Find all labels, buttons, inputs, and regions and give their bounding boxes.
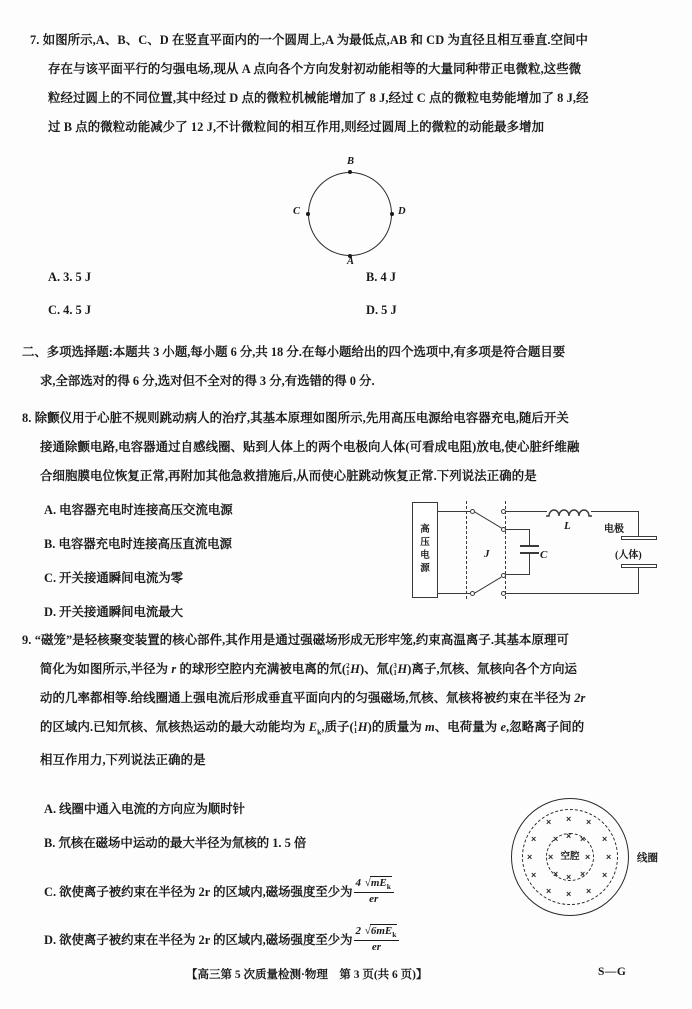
question-8-number: 8. — [22, 411, 32, 425]
option-d-text: 开关接通瞬间电流最大 — [59, 605, 184, 619]
cavity-label: 空腔 — [560, 852, 580, 862]
switch-bottom-arm — [474, 577, 502, 595]
human-body-label: (人体) — [615, 550, 642, 561]
field-x-icon: × — [566, 872, 572, 882]
question-9-option-d[interactable] — [44, 924, 400, 953]
question-9-magnetic-cage-figure — [505, 795, 690, 945]
question-7-option-b[interactable] — [366, 268, 396, 286]
field-x-icon: × — [585, 852, 591, 862]
circle-outline — [308, 172, 392, 256]
relay-boundary-right — [505, 501, 506, 599]
tritium-isotope-notation — [393, 655, 407, 684]
question-9-line-3: 动的几率都相等.给线圈通上强电流后形成垂直平面向内的匀强磁场,氘核、氚核将被约束在半径为 2r — [40, 691, 586, 705]
field-x-icon: × — [553, 834, 559, 844]
question-7-option-a[interactable] — [48, 268, 91, 286]
electrode-plate-upper — [621, 536, 657, 540]
question-9-option-a[interactable] — [44, 800, 245, 818]
switch-top-arm — [474, 511, 502, 529]
field-x-icon: × — [546, 817, 552, 827]
option-a-text: 3. 5 J — [63, 270, 92, 284]
section-2-heading-line-1: 二、多项选择题:本题共 3 小题,每小题 6 分,共 18 分.在每小题给出的四个选项中,有多项是符合题目要 — [22, 345, 566, 359]
question-8-circuit-figure — [410, 498, 688, 602]
option-c-text: 4. 5 J — [63, 303, 92, 317]
question-8-line-2: 接通除颤电路,电容器通过自感线圈、贴到人体上的两个电极向人体(可看成电阻)放电,使心脏纤维融 — [40, 440, 580, 454]
question-8-line-1 — [22, 404, 668, 433]
deuterium-name: 氘 — [329, 662, 342, 676]
option-b-label: B. — [44, 537, 56, 551]
field-x-icon: × — [566, 889, 572, 899]
option-a-label: A. — [44, 503, 57, 517]
electrode-label: 电极 — [604, 524, 624, 535]
relay-boundary-left — [466, 501, 467, 599]
option-a-text: 电容器充电时连接高压交流电源 — [59, 503, 233, 517]
tritium-atomic-number: 1 — [393, 669, 397, 678]
field-x-icon: × — [531, 870, 537, 880]
coil-label: 线圈 — [637, 853, 658, 864]
question-8-body — [22, 404, 668, 491]
field-x-icon: × — [553, 869, 559, 879]
point-b-label: B — [347, 156, 355, 167]
field-x-icon: × — [527, 852, 533, 862]
question-7-text-1: 如图所示,A、B、C、D 在竖直平面内的一个圆周上,A 为最低点,AB 和 CD 为直径且相互垂直.空间中 — [42, 33, 589, 47]
question-7-line-1 — [30, 26, 666, 55]
option-d-text: 欲使离子被约束在半径为 2r 的区域内,磁场强度至少为 — [59, 933, 353, 947]
question-8-option-d[interactable] — [44, 603, 183, 621]
question-7-body — [30, 26, 666, 142]
question-8-option-c[interactable] — [44, 569, 183, 587]
mass-symbol: m — [425, 720, 435, 734]
field-x-icon: × — [580, 869, 586, 879]
option-c-denominator: er — [369, 892, 379, 905]
question-7-line-2: 存在与该平面平行的匀强电场,现从 A 点向各个方向发射初动能相等的大量同种带正电微粒,这些微 — [48, 62, 582, 76]
inductor-label: L — [564, 520, 571, 532]
option-d-denominator: er — [371, 940, 382, 953]
option-c-formula — [354, 876, 394, 905]
point-d-dot — [390, 212, 394, 216]
section-2-heading-line-2: 求,全部选对的得 6 分,选对但不全对的得 3 分,有选错的得 0 分. — [40, 374, 375, 388]
point-c-dot — [306, 212, 310, 216]
question-9-line-2: 简化为如图所示,半径为 r 的球形空腔内充满被电离的氘( 2 1 H)、氚( 3 1 H)离子,氘核、氚核向各个方向运 — [22, 655, 668, 684]
field-x-icon: × — [586, 886, 592, 896]
wire-bottom-return — [506, 593, 639, 594]
deuterium-element: H — [350, 662, 360, 676]
field-x-icon: × — [566, 831, 572, 841]
option-a-text: 线圈中通入电流的方向应为顺时针 — [59, 802, 246, 816]
proton-element: H — [357, 720, 368, 734]
high-voltage-supply-box — [412, 502, 438, 598]
option-b-label: B. — [44, 836, 56, 850]
option-d-text: 5 J — [381, 303, 397, 317]
deuterium-isotope-notation — [346, 655, 360, 684]
proton-atomic-number: 1 — [353, 727, 358, 736]
field-x-icon: × — [546, 886, 552, 896]
question-7-line-4: 过 B 点的微粒动能减少了 12 J,不计微粒间的相互作用,则经过圆周上的微粒的动能最多增加 — [48, 120, 545, 134]
capacitor-label: C — [540, 549, 548, 561]
question-8-text-1: 除颤仪用于心脏不规则跳动病人的治疗,其基本原理如图所示,先用高压电源给电容器充电,随后开关 — [34, 411, 569, 425]
field-x-icon: × — [531, 834, 537, 844]
deuterium-atomic-number: 1 — [346, 669, 350, 678]
field-x-icon: × — [602, 834, 608, 844]
field-x-icon: × — [606, 852, 612, 862]
question-9-body — [22, 626, 668, 775]
question-7-line-3: 粒经过圆上的不同位置,其中经过 D 点的微粒机械能增加了 8 J,经过 C 点的微粒电势能增加了 8 J,经 — [48, 91, 589, 105]
option-c-text: 开关接通瞬间电流为零 — [59, 571, 184, 585]
section-2-heading — [22, 338, 670, 396]
question-9-option-b[interactable] — [44, 834, 306, 852]
question-7-number: 7. — [30, 33, 40, 47]
question-9-line-1 — [22, 626, 668, 655]
tritium-mass-number: 3 — [393, 662, 397, 671]
point-b-dot — [348, 170, 352, 174]
wire-electrode-bottom-down — [638, 567, 639, 594]
psu-char-4: 源 — [420, 564, 430, 574]
question-7-option-d[interactable] — [366, 301, 397, 319]
field-x-icon: × — [602, 870, 608, 880]
option-c-label: C. — [44, 571, 57, 585]
question-8-line-3: 合细胞膜电位恢复正常,再附加其他急救措施后,从而使心脏跳动恢复正常.下列说法正确的是 — [40, 469, 537, 483]
point-c-label: C — [293, 206, 301, 217]
option-b-text: 4 J — [380, 270, 396, 284]
question-9-line-5: 相互作用力,下列说法正确的是 — [40, 753, 206, 768]
point-d-label: D — [398, 206, 406, 217]
tritium-element: H — [397, 662, 408, 676]
question-7-circle-figure — [290, 156, 410, 267]
psu-char-3: 电 — [420, 551, 430, 561]
field-x-icon: × — [566, 814, 572, 824]
option-d-formula — [354, 924, 400, 953]
charge-symbol: e — [500, 720, 507, 734]
question-9-text-1: “磁笼”是轻核聚变装置的核心部件,其作用是通过强磁场形成无形牢笼,约束高温离子.其基本原理可 — [34, 633, 570, 647]
psu-char-2: 压 — [420, 538, 430, 548]
option-c-sqrt: $√mE_k$ — [364, 877, 391, 892]
footer-paper-code: S—G — [598, 966, 627, 978]
option-c-coefficient: 4 — [355, 877, 362, 889]
point-a-label: A — [347, 256, 355, 267]
wire-cap-bottom-down — [529, 553, 530, 575]
option-a-label: A. — [48, 270, 61, 284]
wire-inductor-to-electrode — [591, 511, 639, 512]
option-d-label: D. — [44, 605, 57, 619]
field-x-icon: × — [580, 834, 586, 844]
option-d-label: D. — [366, 303, 379, 317]
tritium-name: 氚 — [376, 662, 390, 676]
wire-cap-top-down — [529, 529, 530, 545]
wire-cap-bottom — [506, 574, 530, 575]
switch-j-label: J — [484, 548, 490, 560]
option-d-sqrt: $√6mE_k$ — [364, 925, 397, 940]
question-9-option-c[interactable] — [44, 876, 395, 905]
field-x-icon: × — [586, 817, 592, 827]
inductor-coil-icon — [546, 503, 592, 521]
option-d-coefficient: 2 — [355, 925, 362, 937]
question-7-option-c[interactable] — [48, 301, 91, 319]
wire-electrode-top-down — [638, 511, 639, 538]
proton-name: 质子 — [324, 720, 350, 734]
proton-isotope-notation — [354, 713, 368, 742]
question-8-option-b[interactable] — [44, 535, 232, 553]
proton-mass-number: 1 — [353, 720, 358, 729]
wire-top-to-inductor — [505, 511, 547, 512]
wire-cap-top — [506, 529, 530, 530]
radius-symbol: r — [171, 662, 177, 676]
option-c-label: C. — [48, 303, 61, 317]
question-8-option-a[interactable] — [44, 501, 233, 519]
option-b-text: 氘核在磁场中运动的最大半径为氚核的 1. 5 倍 — [58, 836, 307, 850]
field-x-icon: × — [548, 852, 554, 862]
option-c-text: 欲使离子被约束在半径为 2r 的区域内,磁场强度至少为 — [59, 885, 353, 899]
footer-center-text: 【高三第 5 次质量检测·物理 第 3 页(共 6 页)】 — [186, 969, 428, 981]
option-d-label: D. — [44, 933, 57, 947]
psu-char-1: 高 — [420, 525, 430, 535]
deuterium-mass-number: 2 — [346, 662, 350, 671]
kinetic-energy-symbol: $E_k$ — [308, 720, 322, 737]
question-9-line-4: 的区域内.已知氘核、氚核热运动的最大动能均为 $E_k$,质子( 1 1 H)的质量为 m、电荷量为 e,忽略离子间的 — [22, 713, 668, 746]
option-b-text: 电容器充电时连接高压直流电源 — [58, 537, 232, 551]
option-c-label: C. — [44, 885, 57, 899]
radius-2r-symbol: 2r — [574, 691, 586, 705]
capacitor-plate-upper — [520, 545, 539, 547]
option-b-label: B. — [366, 270, 378, 284]
question-9-number: 9. — [22, 633, 32, 647]
option-a-label: A. — [44, 802, 57, 816]
